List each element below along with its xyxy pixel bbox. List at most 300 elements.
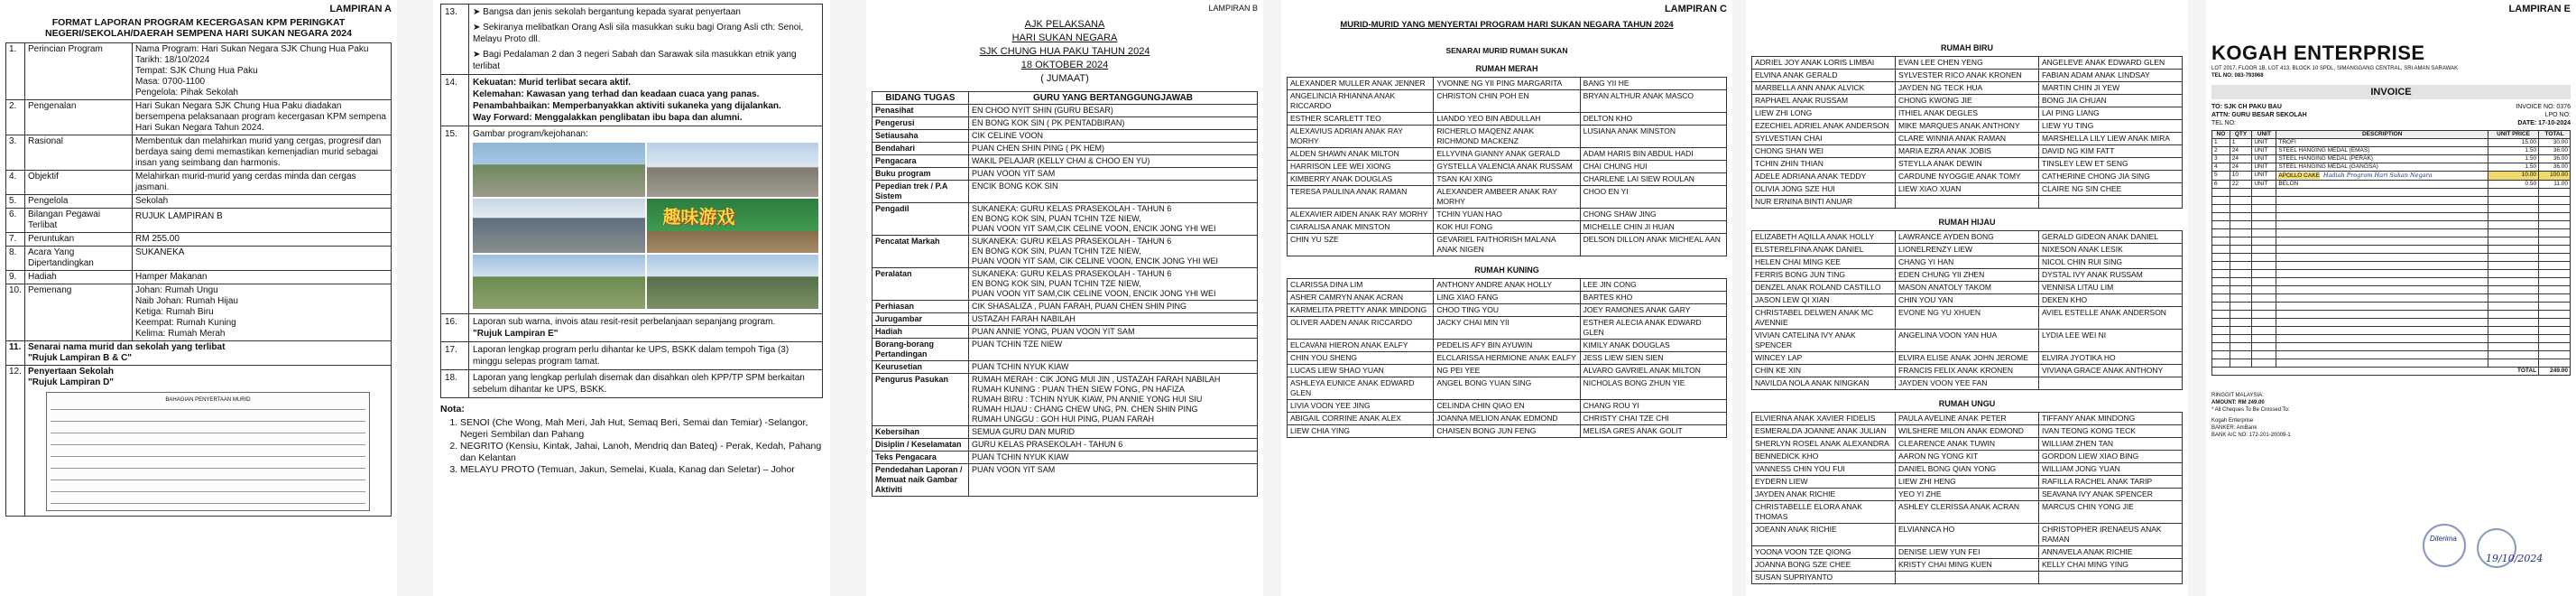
student-name: JAYDEN ANAK RICHIE [1752, 489, 1896, 501]
invoice-line [2212, 139, 2571, 147]
table-row [1288, 209, 1727, 221]
student-name: TCHIN YUAN HAO [1434, 209, 1580, 221]
student-name: RAPHAEL ANAK RUSSAM [1752, 95, 1896, 107]
table-row [873, 236, 1258, 268]
duty: Kebersihan [873, 426, 969, 439]
row-key: Rasional [25, 135, 133, 171]
invoice-cell: 5 [2212, 172, 2230, 181]
student-name: JOANNA BONG SZE CHEE [1752, 559, 1896, 572]
table-row [1752, 572, 2183, 584]
value-line: Nama Program: Hari Sukan Negara SJK Chung Hua Paku [135, 44, 369, 54]
student-name: GORDON LIEW XIAO BING [2039, 451, 2183, 463]
page-lampiran-c-cont [1746, 0, 2188, 596]
student-name: LAWRANCE AYDEN BONG [1896, 231, 2039, 244]
student-name: EVAN LEE CHEN YENG [1896, 57, 2039, 70]
student-name: WILLIAM ZHEN TAN [2039, 438, 2183, 451]
thumbnail-line [51, 491, 365, 492]
student-name: VANNESS CHIN YOU FUI [1752, 463, 1896, 476]
invoice-cell: STEEL HANGING MEDAL (EMAS) [2276, 147, 2488, 155]
invoice-cell: UNIT [2252, 181, 2276, 189]
student-name: HARRISON LEE WEI XIONG [1288, 161, 1434, 173]
empty-row [2212, 278, 2571, 286]
value-line: Hari Sukan Negara SJK Chung Hua Paku diadakan [135, 101, 342, 111]
table-row [1288, 161, 1727, 173]
table-row [1752, 489, 2183, 501]
table-row [1288, 340, 1727, 352]
duty: Pendedahan Laporan / Memuat naik Gambar Aktiviti [873, 464, 969, 497]
teacher: RUMAH MERAH : CIK JONG MUI JIN , USTAZAH FARAH NABILAH RUMAH KUNING : PUAN THEN SIEW FONG, PN HAFIZA RUMAH BIRU : TCHIN NYUK KIAW, PN ANNIE YONG HUI SIU RUMAH HIJAU : CHANG CHEW UNG, PN. CHEN SHIN PING RUMAH UNGGU : GOH HUI PING, PUAN FARAH [969, 374, 1258, 426]
table-header: NO QTY UNIT DESCRIPTION UNIT PRICE TOTAL [2212, 131, 2571, 139]
student-name: FRANCIS FELIX ANAK KRONEN [1896, 365, 2039, 377]
invoice-cell: BELON [2276, 181, 2488, 189]
student-name: CHONG SHAW JING [1580, 209, 1726, 221]
table-row [1752, 70, 2183, 82]
photo-5 [473, 255, 645, 309]
student-name: NUR ERNINA BINTI ANUAR [1752, 196, 1896, 209]
table-row [873, 452, 1258, 464]
value-line: berdaya saing demi memastikan kemenjadian murid sebagai [135, 147, 379, 157]
student-name: YOONA VOON TZE QIONG [1752, 546, 1896, 559]
table-row [1288, 113, 1727, 126]
company-address: LOT 2017, FLOOR 1B, LOT 413, BLOCK 10 SPDL, SIMANGGANG CENTRAL, SRI AMAN SARAWAK TEL NO: 083-793968 [2211, 66, 2459, 79]
thumbnail-line [51, 409, 365, 410]
house-title: RUMAH KUNING [1474, 265, 1539, 275]
row-key: Peruntukan [25, 233, 133, 247]
value-line: Keempat: Rumah Kuning [135, 318, 236, 328]
notes: Nota: 1. SENOI (Che Wong, Mah Meri, Jah Hut, Semaq Beri, Semai dan Temiar) -Selangor, Negeri Sembilan dan Pahang 2. NEGRITO (Kensiu, Kintak, Jahai, Lanoh, Mendriq dan Bateq) - Perak, Kedah, Pahang dan Kelantan 3. MELAYU PROTO (Temuan, Jakun, Semelai, Kuala, Kanag dan Seletar) – Johor [440, 404, 823, 476]
lampiran-label: LAMPIRAN C [1664, 4, 1727, 14]
student-name: ALEXANDER AMBEER ANAK RAY MORHY [1434, 186, 1580, 209]
table-row [873, 105, 1258, 117]
student-name: KRISTY CHAI MING KUEN [1896, 559, 2039, 572]
student-name [2039, 377, 2183, 390]
student-name: ADAM HARIS BIN ABDUL HADI [1580, 148, 1726, 161]
student-name: BENNEDICK KHO [1752, 451, 1896, 463]
student-name: LIEW ZHI LONG [1752, 107, 1896, 120]
student-name: ANGELINCIA RHIANNA ANAK RICCARDO [1288, 90, 1434, 113]
thumbnail-line [51, 503, 365, 504]
student-name: CHRISTY CHAI TZE CHI [1580, 413, 1726, 425]
table-row [1288, 317, 1727, 340]
value-line: Tarikh: 18/10/2024 [135, 55, 210, 65]
empty-row [2212, 351, 2571, 359]
row-number: 9. [6, 271, 25, 284]
table-row: 12. Penyertaan Sekolah "Rujuk Lampiran D" BAHAGIAN PENYERTAAN MURID [6, 366, 392, 517]
student-name: ESTHER SCARLETT TEO [1288, 113, 1434, 126]
thumbnail-line [51, 444, 365, 445]
student-name: MIKE MARQUES ANAK ANTHONY [1896, 120, 2039, 133]
invoice-table [2211, 130, 2571, 376]
student-name: ELVIRA ELISE ANAK JOHN JEROME [1896, 352, 2039, 365]
student-name: ELVIANNCA HO [1896, 524, 2039, 546]
value-line: jasmani. [135, 182, 170, 192]
photo-3 [473, 199, 645, 253]
student-name: ASHER CAMRYN ANAK ACRAN [1288, 292, 1434, 304]
value-line: Ketiga: Rumah Biru [135, 307, 214, 317]
student-name: NICHOLAS BONG ZHUN YIE [1580, 377, 1726, 400]
student-name: JESS LIEW SIEN SIEN [1580, 352, 1726, 365]
empty-row [2212, 335, 2571, 343]
table-row [1752, 82, 2183, 95]
student-name: KIMILY ANAK DOUGLAS [1580, 340, 1726, 352]
row-value [133, 284, 392, 341]
student-name: SEAVANA IVY ANAK SPENCER [2039, 489, 2183, 501]
row-key: Hadiah [25, 271, 133, 284]
empty-row [2212, 246, 2571, 254]
table-row [1288, 148, 1727, 161]
page-lampiran-a-cont [433, 0, 830, 596]
student-name: DENISE LIEW YUN FEI [1896, 546, 2039, 559]
page-lampiran-e [2206, 0, 2576, 596]
empty-row [2212, 237, 2571, 246]
student-name: ELLYVINA GIANNY ANAK GERALD [1434, 148, 1580, 161]
participation-table-thumbnail: BAHAGIAN PENYERTAAN MURID [46, 392, 370, 511]
table-row [1752, 524, 2183, 546]
student-name: HELEN CHAI MING KEE [1752, 256, 1896, 269]
thumbnail-line [51, 456, 365, 457]
student-name: ANGELINA VOON YAN HUA [1896, 330, 2039, 352]
invoice-footer: RINGGIT MALAYSIA: AMOUNT: RM 249.00 * All Cheques To Be Crossed To: Kogah Enterprise BANKER: AmBank BANK A/C NO: 172-201-20009-1 [2211, 393, 2291, 438]
student-name: VENNISA LITAU LIM [2039, 282, 2183, 294]
house-sections [1751, 43, 2183, 584]
report-table [5, 42, 392, 517]
student-name: CLARE WINNIA ANAK RAMAN [1896, 133, 2039, 145]
table-row [1288, 292, 1727, 304]
table-row [873, 374, 1258, 426]
empty-row [2212, 221, 2571, 229]
invoice-cell: 22 [2230, 181, 2252, 189]
student-name: CARDUNE NYOGGIE ANAK TOMY [1896, 171, 2039, 183]
student-name: LIEW CHIA YING [1288, 425, 1434, 438]
invoice-title: INVOICE [2211, 85, 2571, 99]
empty-row [2212, 205, 2571, 213]
student-name: ALEXAVIER AIDEN ANAK RAY MORHY [1288, 209, 1434, 221]
student-name: JASON LEW QI XIAN [1752, 294, 1896, 307]
invoice-cell: 24 [2230, 155, 2252, 163]
table-row [1288, 400, 1727, 413]
student-name: CHAI CHUNG HUI [1580, 161, 1726, 173]
row-key: Pengenalan [25, 100, 133, 135]
invoice-cell: 15.00 [2488, 139, 2539, 147]
invoice-cell: TROFI [2276, 139, 2488, 147]
table-row [1752, 413, 2183, 425]
table-row [873, 155, 1258, 168]
student-name: CHANG ROU YI [1580, 400, 1726, 413]
value-line: Johan: Rumah Ungu [135, 285, 218, 295]
empty-row [2212, 197, 2571, 205]
student-name: DYSTAL IVY ANAK RUSSAM [2039, 269, 2183, 282]
table-row [1752, 231, 2183, 244]
student-name: TCHIN ZHIN THIAN [1752, 158, 1896, 171]
house-title: RUMAH BIRU [1941, 43, 1993, 52]
invoice-cell [2276, 172, 2488, 181]
table-row [1752, 476, 2183, 489]
student-name: TIFFANY ANAK MINDONG [2039, 413, 2183, 425]
table-row [6, 100, 392, 135]
house-table [1287, 278, 1727, 438]
house-table [1751, 56, 2183, 209]
student-name: GEVARIEL FAITHORISH MALANA ANAK NIGEN [1434, 234, 1580, 256]
student-name: SUSAN SUPRIYANTO [1752, 572, 1896, 584]
table-row [1752, 158, 2183, 171]
student-name: ALEXAVIUS ADRIAN ANAK RAY MORHY [1288, 126, 1434, 148]
table-row [873, 464, 1258, 497]
table-row [1288, 352, 1727, 365]
highlighted-item: APOLLO CAKE [2278, 172, 2320, 179]
student-name: LYDIA LEE WEI NI [2039, 330, 2183, 352]
table-row [6, 233, 392, 247]
student-name: PEDELIS AFY BIN AYUWIN [1434, 340, 1580, 352]
row-key: Acara Yang Dipertandingkan [25, 247, 133, 271]
student-name: CLAIRE NG SIN CHEE [2039, 183, 2183, 196]
empty-row [2212, 286, 2571, 294]
student-name: OLIVIA JONG SZE HUI [1752, 183, 1896, 196]
row-key: Pemenang [25, 284, 133, 341]
student-name: SHERLYN ROSEL ANAK ALEXANDRA [1752, 438, 1896, 451]
invoice-meta: TO: SJK CH PAKU BAU ATTN: GURU BESAR SEKOLAH TEL NO: INVOICE NO: 0376 LPO NO: DATE: 17-10-2024 [2211, 104, 2571, 126]
page-lampiran-c [1281, 0, 1732, 596]
handwritten-note: Hadiah Program Hari Sukan Negara [2322, 172, 2433, 179]
table-row: 18. Laporan yang lengkap perlulah disemak dan disahkan oleh KPP/TP SPM berkaitan sebelum dihantar ke UPS, BSKK. [441, 370, 823, 398]
house-table [1751, 230, 2183, 390]
table-row [1752, 330, 2183, 352]
row-key: Perincian Program [25, 43, 133, 100]
company-name: KOGAH ENTERPRISE [2211, 42, 2425, 64]
invoice-cell: UNIT [2252, 155, 2276, 163]
report-title: FORMAT LAPORAN PROGRAM KECERGASAN KPM PERINGKAT NEGERI/SEKOLAH/DAERAH SEMPENA HARI SUKAN NEGARA 2024 [45, 17, 352, 39]
total-row: TOTAL 249.00 [2212, 368, 2571, 376]
page-lampiran-b [866, 0, 1263, 596]
invoice-cell: 10.00 [2488, 172, 2539, 181]
lampiran-label: LAMPIRAN A [329, 4, 392, 14]
invoice-line [2212, 147, 2571, 155]
teacher: USTAZAH FARAH NABILAH [969, 313, 1258, 326]
student-name: ABIGAIL CORRINE ANAK ALEX [1288, 413, 1434, 425]
thumbnail-line [51, 421, 365, 422]
student-name: EVONE NG YU XHUEN [1896, 307, 2039, 330]
row-number: 7. [6, 233, 25, 247]
student-name: VIVIANA GRACE ANAK ANTHONY [2039, 365, 2183, 377]
student-name [1896, 196, 2039, 209]
student-name: ANTHONY ANDRE ANAK HOLLY [1434, 279, 1580, 292]
student-name: CHIN YOU SHENG [1288, 352, 1434, 365]
table-row [1288, 90, 1727, 113]
table-row [6, 43, 392, 100]
student-name: BANG YII HE [1580, 78, 1726, 90]
table-row [6, 171, 392, 195]
table-row [873, 143, 1258, 155]
student-name: KOK HUI FONG [1434, 221, 1580, 234]
student-name: BONG JIA CHUAN [2039, 95, 2183, 107]
student-name: CHANG YI HAN [1896, 256, 2039, 269]
duty: Borang-borang Pertandingan [873, 339, 969, 361]
table-row [873, 426, 1258, 439]
duty: Pepedian trek / P.A Sistem [873, 181, 969, 203]
row-value [133, 209, 392, 233]
table-row [6, 195, 392, 209]
table-row [873, 168, 1258, 181]
invoice-cell: UNIT [2252, 163, 2276, 172]
student-name [1896, 572, 2039, 584]
value-line: RM 255.00 [135, 234, 180, 244]
house-sections [1287, 64, 1727, 438]
student-name: EZECHIEL ADRIEL ANAK ANDERSON [1752, 120, 1896, 133]
student-name: CHARLENE LAI SIEW ROULAN [1580, 173, 1726, 186]
value-line: Pengelola: Pihak Sekolah [135, 88, 238, 98]
value-line: Masa: 0700-1100 [135, 77, 206, 87]
duty: Pengerusi [873, 117, 969, 130]
table-row [1752, 95, 2183, 107]
student-name: DANIEL BONG QIAN YONG [1896, 463, 2039, 476]
table-row [1752, 451, 2183, 463]
invoice-cell: 3 [2212, 155, 2230, 163]
student-name: ALEXANDER MULLER ANAK JENNER [1288, 78, 1434, 90]
student-name: MELISA GRES ANAK GOLIT [1580, 425, 1726, 438]
invoice-cell: 1.50 [2488, 155, 2539, 163]
student-name: KARMELITA PRETTY ANAK MINDONG [1288, 304, 1434, 317]
invoice-cell: 11.00 [2539, 181, 2571, 189]
table-row [1752, 463, 2183, 476]
student-name: ASHLEY CLERISSA ANAK ACRAN [1896, 501, 2039, 524]
committee-heading: AJK PELAKSANA HARI SUKAN NEGARA SJK CHUNG HUA PAKU TAHUN 2024 18 OKTOBER 2024 ( JUMAAT) [979, 19, 1150, 84]
committee-table [872, 91, 1258, 497]
invoice-cell: 24 [2230, 147, 2252, 155]
student-name: CLARISSA DINA LIM [1288, 279, 1434, 292]
table-row [873, 181, 1258, 203]
value-line: Kelima: Rumah Merah [135, 329, 226, 339]
row-number: 1. [6, 43, 25, 100]
duty: Pengurus Pasukan [873, 374, 969, 426]
table-row [873, 203, 1258, 236]
teacher: CIK SHASALIZA , PUAN FARAH, PUAN CHEN SHIN PING [969, 301, 1258, 313]
invoice-cell: 36.00 [2539, 147, 2571, 155]
student-name: ELVINA ANAK GERALD [1752, 70, 1896, 82]
student-name: LIONELRENZY LIEW [1896, 244, 2039, 256]
teacher: PUAN VOON YIT SAM [969, 464, 1258, 497]
row-number: 2. [6, 100, 25, 135]
student-name: MARBELLA ANN ANAK ALVICK [1752, 82, 1896, 95]
duty: Hadiah [873, 326, 969, 339]
empty-row [2212, 262, 2571, 270]
duty: Perhiasan [873, 301, 969, 313]
banner-text: 趣味游戏 [662, 206, 735, 228]
duty: Teks Pengacara [873, 452, 969, 464]
table-row [1752, 307, 2183, 330]
sign-date: 19/10/2024 [2486, 553, 2544, 564]
house-title: RUMAH HIJAU [1938, 218, 1996, 227]
table-row [1752, 183, 2183, 196]
student-name: MARSHELLA LILY LIEW ANAK MIRA [2039, 133, 2183, 145]
student-name: CHIN YU SZE [1288, 234, 1434, 256]
table-row [1288, 365, 1727, 377]
student-name: MARIA EZRA ANAK JOBIS [1896, 145, 2039, 158]
photo-4 [647, 199, 819, 253]
student-name: LIEW ZHI HENG [1896, 476, 2039, 489]
value-line: Tempat: SJK Chung Hua Paku [135, 66, 258, 76]
student-name: AVIEL ESTELLE ANAK ANDERSON [2039, 307, 2183, 330]
student-name: VIVIAN CATELINA IVY ANAK SPENCER [1752, 330, 1896, 352]
row-key: Pengelola [25, 195, 133, 209]
student-name: BRYAN ALTHUR ANAK MASCO [1580, 90, 1726, 113]
student-name: JOANNA MELION ANAK EDMOND [1434, 413, 1580, 425]
table-row [1288, 78, 1727, 90]
duty: Buku program [873, 168, 969, 181]
student-name: DAVID NG KIM FATT [2039, 145, 2183, 158]
student-name: NAVILDA NOLA ANAK NINGKAN [1752, 377, 1896, 390]
value-line: SUKANEKA [135, 247, 185, 257]
student-list-title: MURID-MURID YANG MENYERTAI PROGRAM HARI SUKAN NEGARA TAHUN 2024 [1340, 20, 1674, 30]
lampiran-label: LAMPIRAN B [1208, 4, 1258, 13]
photo-1 [473, 143, 645, 197]
student-name: WILLIAM JONG YUAN [2039, 463, 2183, 476]
student-name: ASHLEYA EUNICE ANAK EDWARD GLEN [1288, 377, 1434, 400]
value-line: Naib Johan: Rumah Hijau [135, 296, 238, 306]
student-name: JAYDEN VOON YEE FAN [1896, 377, 2039, 390]
invoice-cell: UNIT [2252, 172, 2276, 181]
invoice-line [2212, 181, 2571, 189]
empty-row [2212, 327, 2571, 335]
invoice-cell: STEEL HANGING MEDAL (GANGSA) [2276, 163, 2488, 172]
table-row [1752, 107, 2183, 120]
table-row [873, 117, 1258, 130]
table-row [873, 313, 1258, 326]
student-name: WILSHERE MILON ANAK EDMOND [1896, 425, 2039, 438]
table-row [1288, 425, 1727, 438]
student-name: CELINDA CHIN QIAO EN [1434, 400, 1580, 413]
table-row [1752, 256, 2183, 269]
student-name: KIMBERRY ANAK DOUGLAS [1288, 173, 1434, 186]
student-name: WINCEY LAP [1752, 352, 1896, 365]
teacher: PUAN TCHIN NYUK KIAW [969, 452, 1258, 464]
row-value [133, 43, 392, 100]
student-name: LUSIANA ANAK MINSTON [1580, 126, 1726, 148]
row-number: 6. [6, 209, 25, 233]
student-name: CATHERINE CHONG JIA SING [2039, 171, 2183, 183]
student-name: FABIAN ADAM ANAK LINDSAY [2039, 70, 2183, 82]
table-row [1288, 126, 1727, 148]
table-row [1752, 120, 2183, 133]
student-name: GYSTELLA VALENCIA ANAK RUSSAM [1434, 161, 1580, 173]
table-row: 17. Laporan lengkap program perlu dihantar ke UPS, BSKK dalam tempoh Tiga (3) minggu selepas program tamat. [441, 342, 823, 370]
invoice-line [2212, 155, 2571, 163]
teacher: WAKIL PELAJAR (KELLY CHAI & CHOO EN YU) [969, 155, 1258, 168]
row-number: 5. [6, 195, 25, 209]
student-name: ALVARO GAVRIEL ANAK MILTON [1580, 365, 1726, 377]
empty-row [2212, 311, 2571, 319]
invoice-cell: 30.00 [2539, 139, 2571, 147]
student-name: OLIVER AADEN ANAK RICCARDO [1288, 317, 1434, 340]
house-table [1287, 77, 1727, 256]
table-row [1752, 145, 2183, 158]
table-row [1752, 546, 2183, 559]
teacher: SUKANEKA: GURU KELAS PRASEKOLAH - TAHUN 6 EN BONG KOK SIN, PUAN TCHIN TZE NIEW, PUAN VOON YIT SAM,CIK CELINE VOON, ENCIK JONG YHI WEI [969, 203, 1258, 236]
student-name: CHOO EN YI [1580, 186, 1726, 209]
student-name: ALDEN SHAWN ANAK MILTON [1288, 148, 1434, 161]
thumbnail-line [51, 468, 365, 469]
house-table [1751, 412, 2183, 584]
table-row [1752, 438, 2183, 451]
student-name: BARTES KHO [1580, 292, 1726, 304]
teacher: SUKANEKA: GURU KELAS PRASEKOLAH - TAHUN 6 EN BONG KOK SIN, PUAN TCHIN TZE NIEW, PUAN VOON YIT SAM, CIK CELINE VOON, ENCIK JONG YHI WEI [969, 236, 1258, 268]
student-name: LIEW YU TING [2039, 120, 2183, 133]
student-name: NIXESON ANAK LESIK [2039, 244, 2183, 256]
student-name: AARON NG YONG KIT [1896, 451, 2039, 463]
company-stamp [2423, 524, 2466, 567]
table-row [1752, 377, 2183, 390]
invoice-cell: 36.00 [2539, 163, 2571, 172]
student-name: DELSON DILLON ANAK MICHEAL AAN [1580, 234, 1726, 256]
invoice-line [2212, 172, 2571, 181]
